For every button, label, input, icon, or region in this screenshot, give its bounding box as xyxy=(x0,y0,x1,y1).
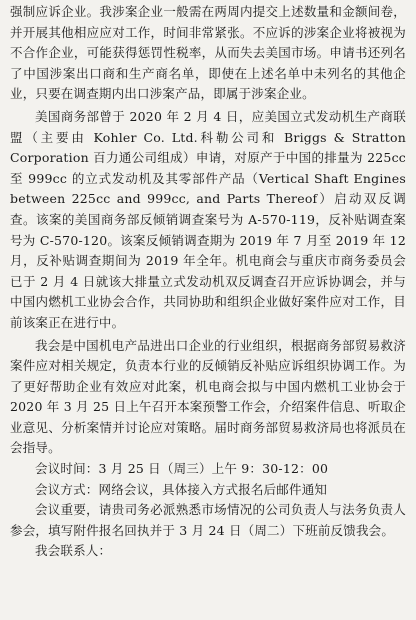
paragraph-1: 强制应诉企业。我涉案企业一般需在两周内提交上述数量和金额间卷，并开展其他相应应对工作，时间非常紧张。不应诉的涉案企业将被视为不合作企业，可能获得惩罚性税率，从而失去美国市场。申请书还列名了中国涉案出口商和生产商名单，即使在上述名单中未列名的其他企业，只要在调查期内出口涉案产品，即属于涉案企业。 xyxy=(10,4,406,102)
meeting-time: 会议时间：3 月 25 日（周三）上午 9：30-12：00 xyxy=(35,461,329,477)
paragraph-2: 美国商务部曾于 2020 年 2 月 4 日，应美国立式发动机生产商联盟（主要由 Kohler Co. Ltd.科勒公司和 Briggs & Stratton Corporation 百力通公司组成）申请，对原产于中国的排量为 225cc 至 999cc 的立式发动机及其零部件产品（Vertical Shaft Engines between 225cc and 999cc, and Parts Thereof）启动双反调查。该案的美国商务部反倾销调查案号为 A-570-119，反补贴调查案号为 C-570-120。该案反倾销调查期为 2019 年 7 月至 2019 年 12 月，反补贴调查期间为 2019 年全年。机电商会与重庆市商务委员会已于 2 月 4 日就该大排量立式发动机双反调查召开应诉协调会，并与中国内燃机工业协会合作，共同协助和组织企业做好案件应对工作，目前该案正在进行中。 xyxy=(10,108,406,330)
contact-label: 我会联系人： xyxy=(35,543,112,559)
meeting-notice: 会议重要，请贵司务必派熟悉市场情况的公司负责人与法务负责人参会，填写附件报名回执并于 3 月 24 日（周二）下班前反馈我会。 xyxy=(10,502,406,538)
paragraph-3: 我会是中国机电产品进出口企业的行业组织，根据商务部贸易救济案件应对相关规定，负责本行业的反倾销反补贴应诉组织协调工作。为了更好帮助企业有效应对此案，机电商会拟与中国内燃机工业协会于 2020 年 3 月 25 日上午召开本案预警工作会，介绍案件信息、听取企业意见、分析案情并讨论应对策略。届时商务部贸易救济局也将派员在会指导。 xyxy=(10,337,406,456)
meeting-method: 会议方式：网络会议，具体接入方式报名后邮件通知 xyxy=(35,481,328,497)
